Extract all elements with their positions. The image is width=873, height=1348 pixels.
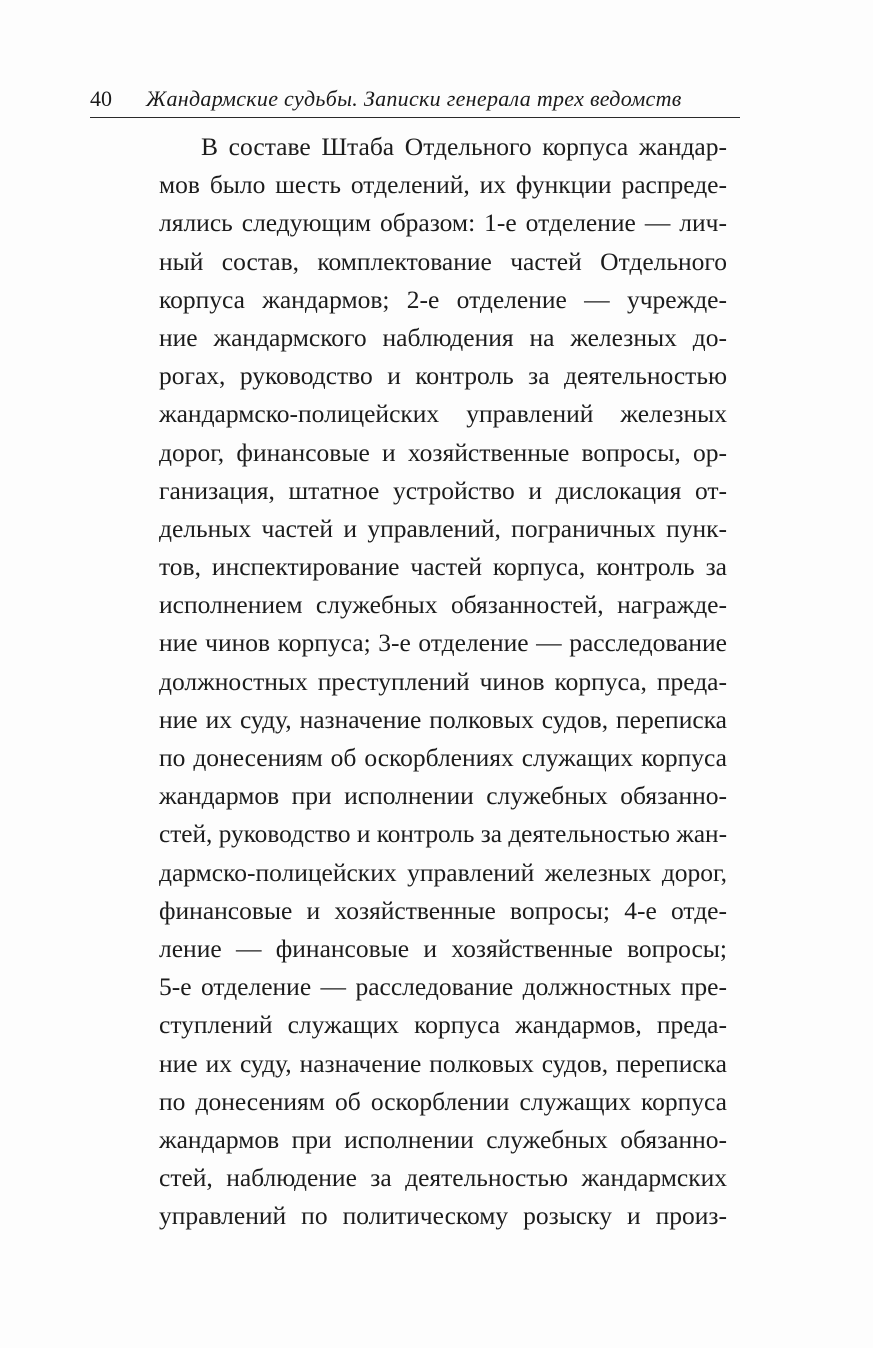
text-line: ление — финансовые и хозяйственные вопросы;: [159, 933, 727, 963]
text-line: ние их суду, назначение полковых судов, переписка: [159, 1048, 727, 1078]
text-line: лялись следующим образом: 1-е отделение — лич-: [159, 208, 727, 238]
text-line: рогах, руководство и контроль за деятельностью: [159, 361, 727, 391]
text-line: жандармов при исполнении служебных обязанно-: [159, 781, 727, 811]
text-line: дармско-полицейских управлений железных дорог,: [159, 857, 727, 887]
header-rule: [90, 117, 740, 118]
text-line: тов, инспектирование частей корпуса, контроль за: [159, 552, 727, 582]
text-line: дорог, финансовые и хозяйственные вопросы, ор-: [159, 437, 727, 467]
text-line: жандармско-полицейских управлений железных: [159, 399, 727, 429]
text-line: по донесениям об оскорблении служащих корпуса: [159, 1086, 727, 1116]
text-line: 5-е отделение — расследование должностных пре-: [159, 972, 727, 1002]
text-line: мов было шесть отделений, их функции распреде-: [159, 170, 727, 200]
body-paragraph: [159, 128, 727, 1235]
running-title: Жандармские судьбы. Записки генерала трех ведомств: [146, 86, 682, 111]
text-line: ние жандармского наблюдения на железных до-: [159, 322, 727, 352]
text-line: жандармов при исполнении служебных обязанно-: [159, 1124, 727, 1154]
text-line: корпуса жандармов; 2-е отделение — учрежде-: [159, 284, 727, 314]
page-number: 40: [90, 86, 112, 111]
text-line: стей, руководство и контроль за деятельностью жан-: [159, 820, 728, 849]
text-line: финансовые и хозяйственные вопросы; 4-е отде-: [159, 895, 727, 925]
text-line: В составе Штаба Отдельного корпуса жандар-: [201, 132, 727, 161]
text-line: должностных преступлений чинов корпуса, преда-: [159, 666, 727, 696]
text-line: исполнением служебных обязанностей, награжде-: [159, 590, 727, 620]
running-head: [90, 84, 738, 114]
text-line: управлений по политическому розыску и произ-: [159, 1201, 727, 1231]
text-line: ступлений служащих корпуса жандармов, преда-: [159, 1010, 727, 1040]
text-line: по донесениям об оскорблениях служащих корпуса: [159, 743, 727, 772]
text-line: ние их суду, назначение полковых судов, переписка: [159, 704, 727, 734]
text-line: ный состав, комплектование частей Отдельного: [159, 246, 727, 276]
text-line: ганизация, штатное устройство и дислокация от-: [159, 475, 727, 505]
text-line: стей, наблюдение за деятельностью жандармских: [159, 1163, 727, 1193]
text-line: дельных частей и управлений, пограничных пунк-: [159, 513, 727, 543]
text-line: ние чинов корпуса; 3-е отделение — расследование: [159, 628, 727, 658]
